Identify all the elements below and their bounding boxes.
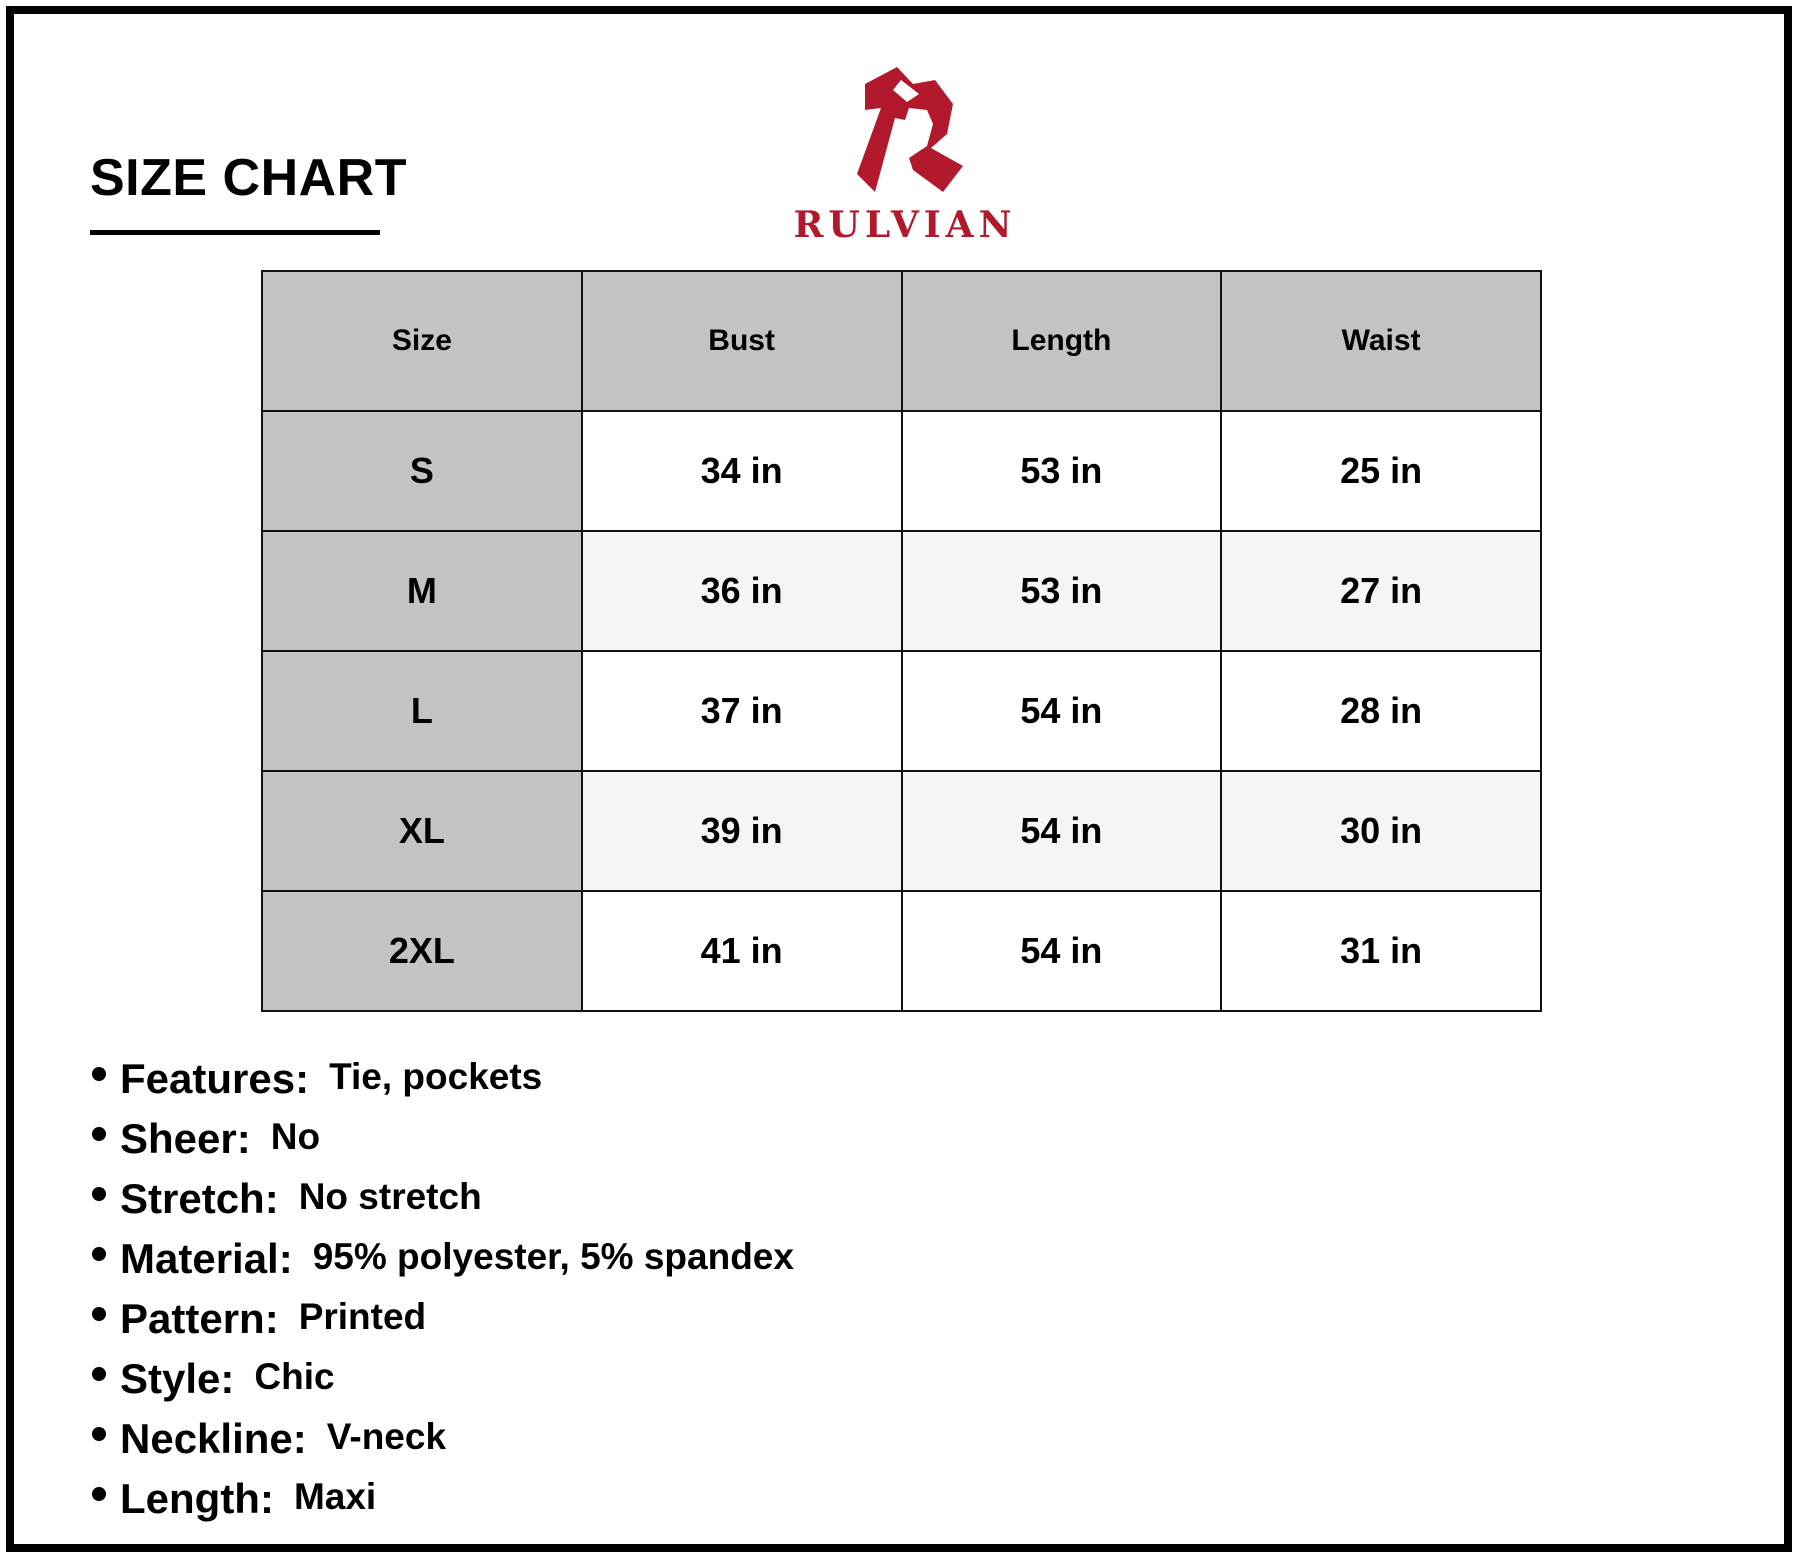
feature-label: Material: — [120, 1235, 293, 1282]
feature-label: Features: — [120, 1055, 310, 1102]
size-cell: M — [262, 531, 582, 651]
list-item — [92, 1475, 794, 1535]
column-header-bust: Bust — [582, 271, 902, 411]
bust-cell: 39 in — [582, 771, 902, 891]
list-item — [92, 1295, 794, 1355]
list-item — [92, 1355, 794, 1415]
size-cell: 2XL — [262, 891, 582, 1011]
feature-value: No stretch — [298, 1176, 482, 1217]
list-item — [92, 1055, 794, 1115]
feature-value: V-neck — [326, 1416, 447, 1457]
table-row — [262, 651, 1541, 771]
waist-cell: 25 in — [1221, 411, 1541, 531]
feature-value: Printed — [298, 1296, 427, 1337]
product-features-list — [92, 1055, 794, 1535]
table-row — [262, 891, 1541, 1011]
waist-cell: 30 in — [1221, 771, 1541, 891]
brand-logo — [775, 62, 1035, 247]
length-cell: 53 in — [902, 411, 1222, 531]
waist-cell: 27 in — [1221, 531, 1541, 651]
feature-label: Stretch: — [120, 1175, 279, 1222]
bullet-icon — [92, 1487, 106, 1501]
feature-value: 95% polyester, 5% spandex — [312, 1236, 794, 1277]
page-title: SIZE CHART — [90, 149, 407, 207]
bullet-icon — [92, 1187, 106, 1201]
bust-cell: 34 in — [582, 411, 902, 531]
bust-cell: 36 in — [582, 531, 902, 651]
waist-cell: 31 in — [1221, 891, 1541, 1011]
list-item — [92, 1115, 794, 1175]
length-cell: 54 in — [902, 651, 1222, 771]
feature-label: Neckline: — [120, 1415, 307, 1462]
table-row — [262, 771, 1541, 891]
feature-label: Length: — [120, 1475, 274, 1522]
feature-label: Sheer: — [120, 1115, 251, 1162]
bust-cell: 37 in — [582, 651, 902, 771]
bullet-icon — [92, 1307, 106, 1321]
length-cell: 54 in — [902, 891, 1222, 1011]
title-underline — [90, 230, 380, 235]
size-cell: L — [262, 651, 582, 771]
bullet-icon — [92, 1427, 106, 1441]
list-item — [92, 1235, 794, 1295]
column-header-length: Length — [902, 271, 1222, 411]
waist-cell: 28 in — [1221, 651, 1541, 771]
size-chart-table — [261, 270, 1542, 1012]
bullet-icon — [92, 1247, 106, 1261]
size-cell: XL — [262, 771, 582, 891]
table-row — [262, 411, 1541, 531]
feature-value: Chic — [254, 1356, 335, 1397]
table-header-row — [262, 271, 1541, 411]
feature-label: Pattern: — [120, 1295, 279, 1342]
brand-name: RULVIAN — [793, 204, 1017, 246]
column-header-waist: Waist — [1221, 271, 1541, 411]
bullet-icon — [92, 1127, 106, 1141]
bullet-icon — [92, 1367, 106, 1381]
feature-label: Style: — [120, 1355, 235, 1402]
list-item — [92, 1175, 794, 1235]
bust-cell: 41 in — [582, 891, 902, 1011]
length-cell: 54 in — [902, 771, 1222, 891]
feature-value: Maxi — [293, 1476, 377, 1517]
feature-value: No — [270, 1116, 321, 1157]
feature-value: Tie, pockets — [329, 1056, 543, 1097]
bullet-icon — [92, 1067, 106, 1081]
length-cell: 53 in — [902, 531, 1222, 651]
list-item — [92, 1415, 794, 1475]
table-row — [262, 531, 1541, 651]
rulvian-r-logo-icon — [835, 62, 975, 192]
column-header-size: Size — [262, 271, 582, 411]
size-cell: S — [262, 411, 582, 531]
